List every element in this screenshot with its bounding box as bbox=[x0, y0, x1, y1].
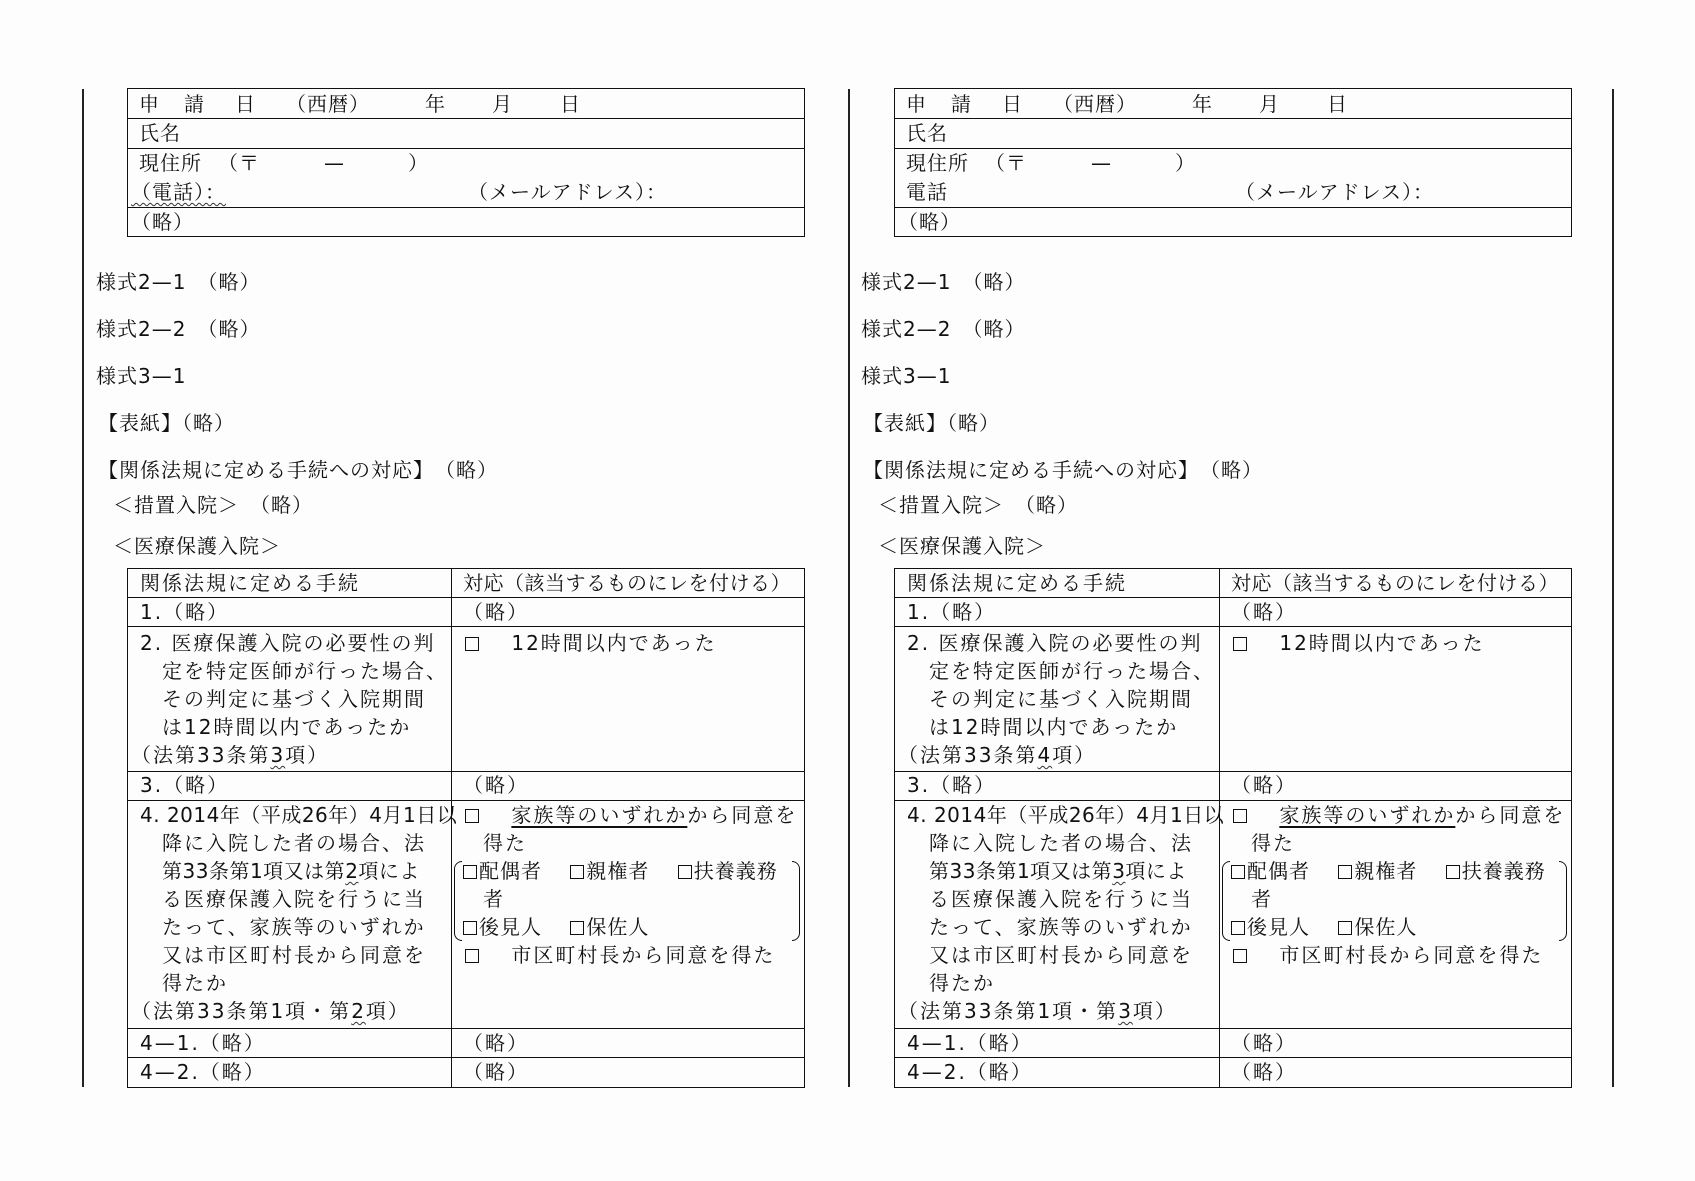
checkbox-parental-authority[interactable] bbox=[570, 865, 584, 879]
row-4-response-family-line2: 得た bbox=[483, 831, 527, 855]
row-4-response-municipal: 市区町村長から同意を得た bbox=[465, 941, 775, 970]
row-4-procedure-line: 降に入院した者の場合、法 bbox=[162, 831, 426, 855]
checkbox-support-obligor[interactable] bbox=[1446, 865, 1460, 879]
procedure-table bbox=[127, 568, 805, 1088]
row-4-procedure-line: 得たか bbox=[162, 971, 228, 995]
address-label: 現住所 bbox=[906, 151, 969, 175]
row-2-response: 12時間以内であった bbox=[465, 629, 717, 658]
row-4-1-response: （略） bbox=[1231, 1031, 1297, 1055]
application-date-label: 日 bbox=[1002, 92, 1023, 116]
row-2-procedure-line: は12時間以内であったか bbox=[929, 715, 1179, 739]
row-4-response-family-line2: 得た bbox=[1251, 831, 1295, 855]
postal-close: ） bbox=[1175, 151, 1196, 175]
row-1-procedure: 1.（略） bbox=[140, 600, 230, 624]
row-2-procedure-line: 2. 医療保護入院の必要性の判 bbox=[907, 631, 1203, 655]
row-4-options-line2: 者 bbox=[1251, 887, 1273, 911]
column-header-response: 対応（該当するものにレを付ける） bbox=[463, 571, 791, 595]
postal-dash: — bbox=[324, 151, 345, 175]
row-3-procedure: 3.（略） bbox=[140, 773, 230, 797]
page-after-amendment bbox=[767, 0, 1695, 1181]
row-4-2-response: （略） bbox=[1231, 1060, 1297, 1084]
row-4-procedure-line: たって、家族等のいずれか bbox=[929, 915, 1193, 939]
row-1-response: （略） bbox=[463, 600, 529, 624]
row-4-1-response: （略） bbox=[463, 1031, 529, 1055]
day-field[interactable]: 日 bbox=[560, 92, 581, 116]
form-2-1-heading: 様式2—1 （略） bbox=[96, 270, 261, 294]
cover-heading: 【表紙】（略） bbox=[98, 411, 235, 435]
procedures-heading: 【関係法規に定める手続への対応】 （略） bbox=[98, 458, 498, 482]
row-4-1-procedure: 4—1.（略） bbox=[907, 1031, 1033, 1055]
row-4-1-procedure: 4—1.（略） bbox=[140, 1031, 266, 1055]
name-field[interactable]: 氏名 bbox=[906, 121, 948, 145]
checkbox-guardian[interactable] bbox=[463, 921, 477, 935]
right-bracket bbox=[1559, 861, 1567, 941]
era-label: （西暦） bbox=[1053, 92, 1137, 116]
application-date-label: 申 bbox=[139, 92, 160, 116]
row-1-response: （略） bbox=[1231, 600, 1297, 624]
postal-open: （〒 bbox=[218, 151, 260, 175]
checkbox-within-12-hours[interactable] bbox=[465, 637, 479, 651]
row-4-procedure-line: る医療保護入院を行うに当 bbox=[162, 887, 426, 911]
measure-admission-heading: ＜措置入院＞ （略） bbox=[113, 493, 313, 517]
checkbox-support-obligor[interactable] bbox=[678, 865, 692, 879]
row-4-2-procedure: 4—2.（略） bbox=[907, 1060, 1033, 1084]
postal-dash: — bbox=[1091, 151, 1112, 175]
row-4-procedure-line: 降に入院した者の場合、法 bbox=[929, 831, 1193, 855]
row-3-procedure: 3.（略） bbox=[907, 773, 997, 797]
postal-open: （〒 bbox=[985, 151, 1027, 175]
month-field[interactable]: 月 bbox=[492, 92, 513, 116]
row-4-procedure-line: 4. 2014年（平成26年）4月1日以 bbox=[907, 803, 1225, 827]
form-2-2-heading: 様式2—2 （略） bbox=[861, 317, 1026, 341]
row-3-response: （略） bbox=[1231, 773, 1297, 797]
checkbox-spouse[interactable] bbox=[463, 865, 477, 879]
form-2-2-heading: 様式2—2 （略） bbox=[96, 317, 261, 341]
application-date-label: 請 bbox=[184, 92, 205, 116]
row-4-procedure-line: 第33条第1項又は第3項によ bbox=[929, 859, 1187, 883]
omitted-text: （略） bbox=[131, 210, 194, 234]
checkbox-municipal-consent[interactable] bbox=[1233, 949, 1247, 963]
row-4-options-line3: 後見人 保佐人 bbox=[1231, 913, 1417, 942]
column-header-procedure: 関係法規に定める手続 bbox=[907, 571, 1127, 595]
column-header-response: 対応（該当するものにレを付ける） bbox=[1231, 571, 1559, 595]
applicant-table bbox=[894, 88, 1572, 237]
checkbox-family-consent[interactable] bbox=[465, 809, 479, 823]
form-3-1-heading: 様式3—1 bbox=[861, 364, 952, 388]
year-field[interactable]: 年 bbox=[425, 92, 446, 116]
form-3-1-heading: 様式3—1 bbox=[96, 364, 187, 388]
row-4-procedure-line: 又は市区町村長から同意を bbox=[929, 943, 1193, 967]
email-field[interactable]: （メールアドレス）： bbox=[1235, 180, 1434, 204]
checkbox-parental-authority[interactable] bbox=[1338, 865, 1352, 879]
checkbox-spouse[interactable] bbox=[1231, 865, 1245, 879]
applicant-table bbox=[127, 88, 805, 237]
row-2-law-reference: （法第33条第3項） bbox=[131, 743, 330, 767]
row-4-options-line1: 配偶者 親権者 扶養義務 bbox=[1231, 857, 1546, 886]
row-1-procedure: 1.（略） bbox=[907, 600, 997, 624]
left-bracket bbox=[1222, 861, 1230, 941]
row-2-procedure-line: その判定に基づく入院期間 bbox=[929, 687, 1193, 711]
row-2-procedure-line: 定を特定医師が行った場合、 bbox=[929, 659, 1215, 683]
row-4-law-reference: （法第33条第1項・第2項） bbox=[131, 999, 410, 1023]
application-date-label: 日 bbox=[235, 92, 256, 116]
row-4-procedure-line: る医療保護入院を行うに当 bbox=[929, 887, 1193, 911]
row-2-procedure-line: 2. 医療保護入院の必要性の判 bbox=[140, 631, 436, 655]
row-3-response: （略） bbox=[463, 773, 529, 797]
phone-field[interactable]: 電話 bbox=[906, 180, 948, 204]
row-2-procedure-line: は12時間以内であったか bbox=[162, 715, 412, 739]
column-header-procedure: 関係法規に定める手続 bbox=[140, 571, 360, 595]
row-4-response-family: 家族等のいずれかから同意を bbox=[1233, 801, 1565, 830]
procedure-table bbox=[894, 568, 1572, 1088]
checkbox-curator[interactable] bbox=[570, 921, 584, 935]
row-4-response-family: 家族等のいずれかから同意を bbox=[465, 801, 797, 830]
row-4-procedure-line: たって、家族等のいずれか bbox=[162, 915, 426, 939]
address-label: 現住所 bbox=[139, 151, 202, 175]
row-2-law-reference: （法第33条第4項） bbox=[898, 743, 1097, 767]
row-2-response: 12時間以内であった bbox=[1233, 629, 1485, 658]
form-2-1-heading: 様式2—1 （略） bbox=[861, 270, 1026, 294]
cover-heading: 【表紙】（略） bbox=[863, 411, 1000, 435]
row-4-options-line1: 配偶者 親権者 扶養義務 bbox=[463, 857, 778, 886]
procedures-heading: 【関係法規に定める手続への対応】 （略） bbox=[863, 458, 1263, 482]
email-field[interactable]: （メールアドレス）： bbox=[468, 180, 667, 204]
month-field[interactable]: 月 bbox=[1259, 92, 1280, 116]
application-date-label: 請 bbox=[951, 92, 972, 116]
medical-protection-heading: ＜医療保護入院＞ bbox=[113, 534, 281, 558]
row-4-2-response: （略） bbox=[463, 1060, 529, 1084]
year-field[interactable]: 年 bbox=[1192, 92, 1213, 116]
row-2-procedure-line: 定を特定医師が行った場合、 bbox=[162, 659, 448, 683]
row-4-response-municipal: 市区町村長から同意を得た bbox=[1233, 941, 1543, 970]
name-field[interactable]: 氏名 bbox=[139, 121, 181, 145]
medical-protection-heading: ＜医療保護入院＞ bbox=[878, 534, 1046, 558]
checkbox-family-consent[interactable] bbox=[1233, 809, 1247, 823]
application-date-label: 申 bbox=[906, 92, 927, 116]
postal-close: ） bbox=[408, 151, 429, 175]
left-bracket bbox=[454, 861, 462, 941]
measure-admission-heading: ＜措置入院＞ （略） bbox=[878, 493, 1078, 517]
checkbox-within-12-hours[interactable] bbox=[1233, 637, 1247, 651]
checkbox-municipal-consent[interactable] bbox=[465, 949, 479, 963]
row-4-options-line3: 後見人 保佐人 bbox=[463, 913, 649, 942]
row-4-2-procedure: 4—2.（略） bbox=[140, 1060, 266, 1084]
era-label: （西暦） bbox=[286, 92, 370, 116]
phone-field[interactable]: （電話）： bbox=[131, 180, 226, 204]
omitted-text: （略） bbox=[898, 210, 961, 234]
row-4-procedure-line: 4. 2014年（平成26年）4月1日以 bbox=[140, 803, 458, 827]
checkbox-curator[interactable] bbox=[1338, 921, 1352, 935]
day-field[interactable]: 日 bbox=[1327, 92, 1348, 116]
row-2-procedure-line: その判定に基づく入院期間 bbox=[162, 687, 426, 711]
row-4-law-reference: （法第33条第1項・第3項） bbox=[898, 999, 1177, 1023]
row-4-options-line2: 者 bbox=[483, 887, 505, 911]
row-4-procedure-line: 第33条第1項又は第2項によ bbox=[162, 859, 420, 883]
row-4-procedure-line: 又は市区町村長から同意を bbox=[162, 943, 426, 967]
row-4-procedure-line: 得たか bbox=[929, 971, 995, 995]
checkbox-guardian[interactable] bbox=[1231, 921, 1245, 935]
